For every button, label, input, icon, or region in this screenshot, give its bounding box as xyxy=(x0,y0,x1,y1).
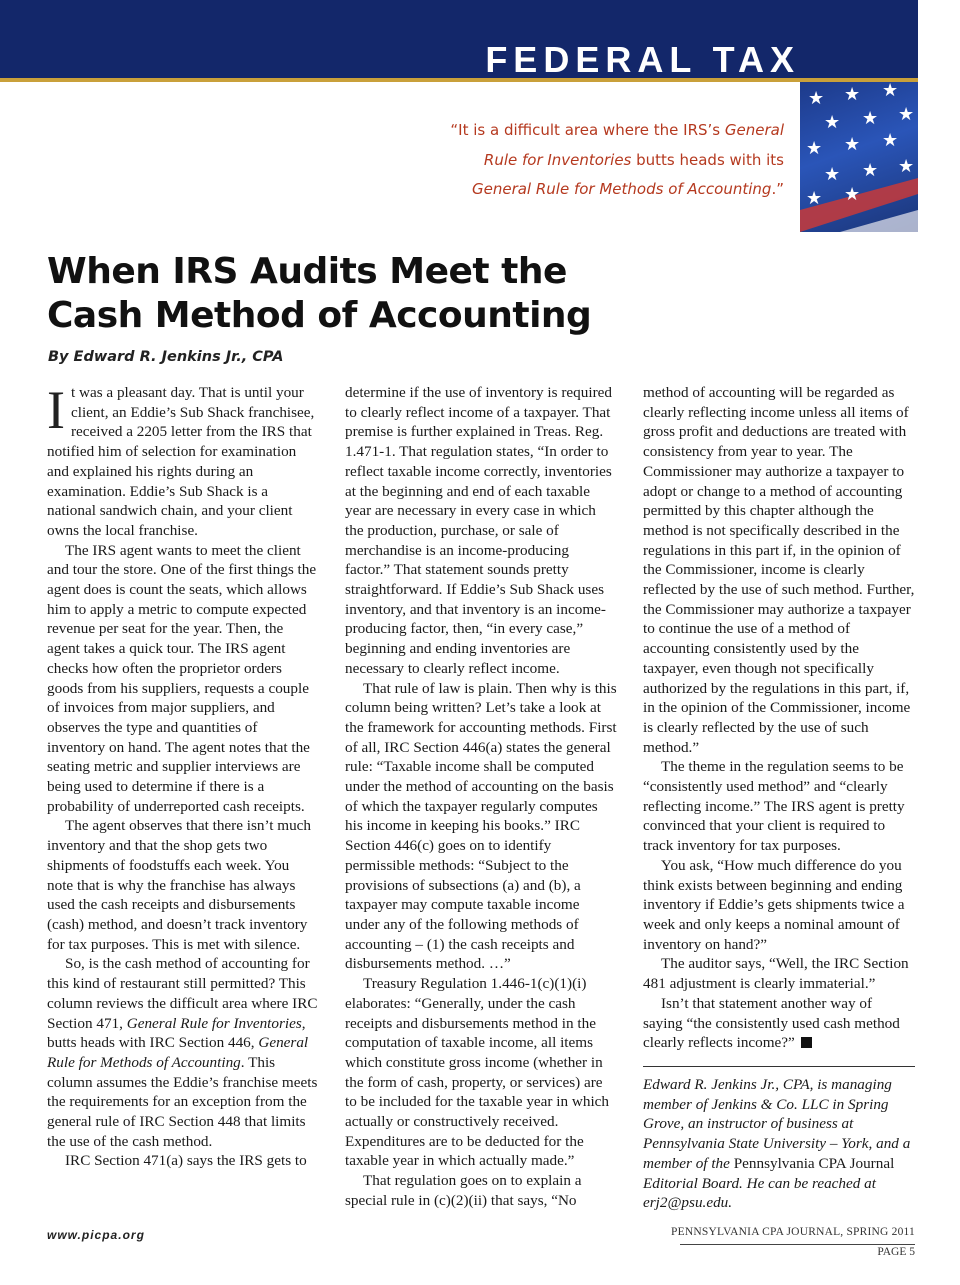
paragraph: method of accounting will be regarded as clearly reflecting income unless all items of gross profit and deductions are treated with consistency from year to year. The Commissioner may authorize a taxpayer to adopt or change to a method of accounting permitted by this chapter although the method is not specifically described in the regulations in this part if, in the opinion of the Commissioner, income is clearly reflected by the use of such method. Further, the Commissioner may authorize a taxpayer to continue the use of a method of accounting consistently used by the taxpayer, even though not specifically authorized by the regulations in this part, if, in the opinion of the Commissioner, income is clearly reflected by the use of such method.” xyxy=(643,384,915,756)
text-column-1 xyxy=(47,380,319,1171)
drop-cap: I xyxy=(47,380,65,440)
svg-text:★: ★ xyxy=(844,184,861,204)
paragraph: Treasury Regulation 1.446-1(c)(1)(i) elaborates: “Generally, under the cash receipts and disbursements method in the computation of taxable income, all items which constitute gross income (whether in the form of cash, property, or services) are to be included for the taxable year in which actually or constructively received. Expenditures are to be deducted for the taxable year in which actually made.” xyxy=(345,975,609,1170)
svg-text:★: ★ xyxy=(806,188,823,208)
paragraph: That rule of law is plain. Then why is this column being written? Let’s take a look at the framework for accounting methods. First of all, IRC Section 446(a) states the general rule: “Taxable income shall be computed under the method of accounting on the basis of which the taxpayer regularly computes his income in keeping his books.” IRC Section 446(c) goes on to identify permissible methods: “Subject to the provisions of subsections (a) and (b), a taxpayer may compute taxable income under any of the following methods of accounting – (1) the cash receipts and disbursements method. …” xyxy=(345,679,617,973)
byline: By Edward R. Jenkins Jr., CPA xyxy=(48,349,284,365)
svg-text:★: ★ xyxy=(898,104,915,124)
svg-text:★: ★ xyxy=(882,130,899,150)
paragraph: That regulation goes on to explain a special rule in (c)(2)(ii) that says, “No xyxy=(345,1172,582,1209)
paragraph: You ask, “How much difference do you think exists between beginning and ending inventory if Eddie’s gets shipments twice a week and only keeps a nominal amount of inventory on hand?” xyxy=(643,856,905,953)
paragraph: It was a pleasant day. That is until your client, an Eddie’s Sub Shack franchisee, received a 2205 letter from the IRS that notified him of selection for examination and explained his rights during an examination. Eddie’s Sub Shack is a national sandwich chain, and your client owns the local franchise. xyxy=(47,380,315,539)
svg-text:★: ★ xyxy=(808,88,825,108)
text-column-3 xyxy=(643,383,915,1053)
paragraph: So, is the cash method of accounting for this kind of restaurant still permitted? This column reviews the difficult area where IRC Section 471, General Rule for Inventories, butts heads with IRC Section 446, General Rule for Methods of Accounting. This column assumes the Eddie’s franchise meets the requirements for an exception from the general rule of IRC Section 448 that limits the use of the cash method. xyxy=(47,955,318,1150)
svg-text:★: ★ xyxy=(824,112,841,132)
flag-image xyxy=(800,82,918,232)
paragraph: determine if the use of inventory is required to clearly reflect income of a taxpayer. That premise is further explained in Treas. Reg. 1.471-1. That regulation states, “In order to reflect taxable income correctly, inventories at the beginning and end of each taxable year are necessary in every case in which the production, purchase, or sale of merchandise is an income-producing factor.” That statement sounds pretty straightforward. If Eddie’s Sub Shack uses inventory, and that inventory is an income-producing factor, then, “in every case,” beginning and ending inventories are necessary to clearly reflect income. xyxy=(345,384,612,677)
author-bio: Edward R. Jenkins Jr., CPA, is managing member of Jenkins & Co. LLC in Spring Grove, an instructor of business at Pennsylvania State University – York, and a member of the Pennsylvania CPA Journal Editorial Board. He can be reached at erj2@psu.edu. xyxy=(643,1076,911,1212)
svg-text:★: ★ xyxy=(824,164,841,184)
svg-text:★: ★ xyxy=(806,138,823,158)
article-title: When IRS Audits Meet the Cash Method of Accounting xyxy=(47,251,592,336)
page-number: PAGE 5 xyxy=(877,1246,915,1258)
paragraph: Isn’t that statement another way of saying “the consistently used cash method clearly reflects income?” xyxy=(643,994,900,1052)
section-title: FEDERAL TAX xyxy=(485,39,800,80)
footer-url[interactable]: www.picpa.org xyxy=(47,1228,145,1242)
svg-text:★: ★ xyxy=(898,156,915,176)
svg-text:★: ★ xyxy=(844,84,861,104)
svg-text:★: ★ xyxy=(844,134,861,154)
paragraph: The IRS agent wants to meet the client and tour the store. One of the first things the agent does is count the seats, which allows him to apply a metric to compute expected revenue per seat for the year. Then, the agent takes a quick tour. The IRS agent checks how often the proprietor orders goods from his suppliers, requests a couple of invoices from major suppliers, and observes the type and quantities of inventory on hand. The agent notes that the seating metric and supplier interviews are being used to determine if there is a probability of underreported cash receipts. xyxy=(47,541,317,815)
paragraph: The agent observes that there isn’t much inventory and that the shop gets two shipments of foodstuffs each week. You note that is why the franchise has always used the cash receipts and disbursements (cash) method, and doesn’t track inventory for tax purposes. This is met with silence. xyxy=(47,817,312,953)
bio-divider xyxy=(643,1066,915,1067)
svg-text:★: ★ xyxy=(882,82,899,100)
paragraph: IRC Section 471(a) says the IRS gets to xyxy=(65,1152,307,1170)
footer-divider xyxy=(680,1244,915,1245)
paragraph: The auditor says, “Well, the IRC Section 481 adjustment is clearly immaterial.” xyxy=(643,955,909,993)
footer-journal: PENNSYLVANIA CPA JOURNAL, SPRING 2011 xyxy=(671,1226,915,1238)
paragraph: The theme in the regulation seems to be “consistently used method” and “clearly reflecting income.” The IRS agent is pretty convinced that your client is required to track inventory for tax purposes. xyxy=(643,758,905,855)
pull-quote: “It is a difficult area where the IRS’s General Rule for Inventories butts heads with its General Rule for Methods of Accounting.” xyxy=(450,121,784,198)
svg-text:★: ★ xyxy=(862,160,879,180)
svg-text:★: ★ xyxy=(862,108,879,128)
text-column-2 xyxy=(345,383,617,1211)
end-mark-icon xyxy=(801,1037,812,1048)
